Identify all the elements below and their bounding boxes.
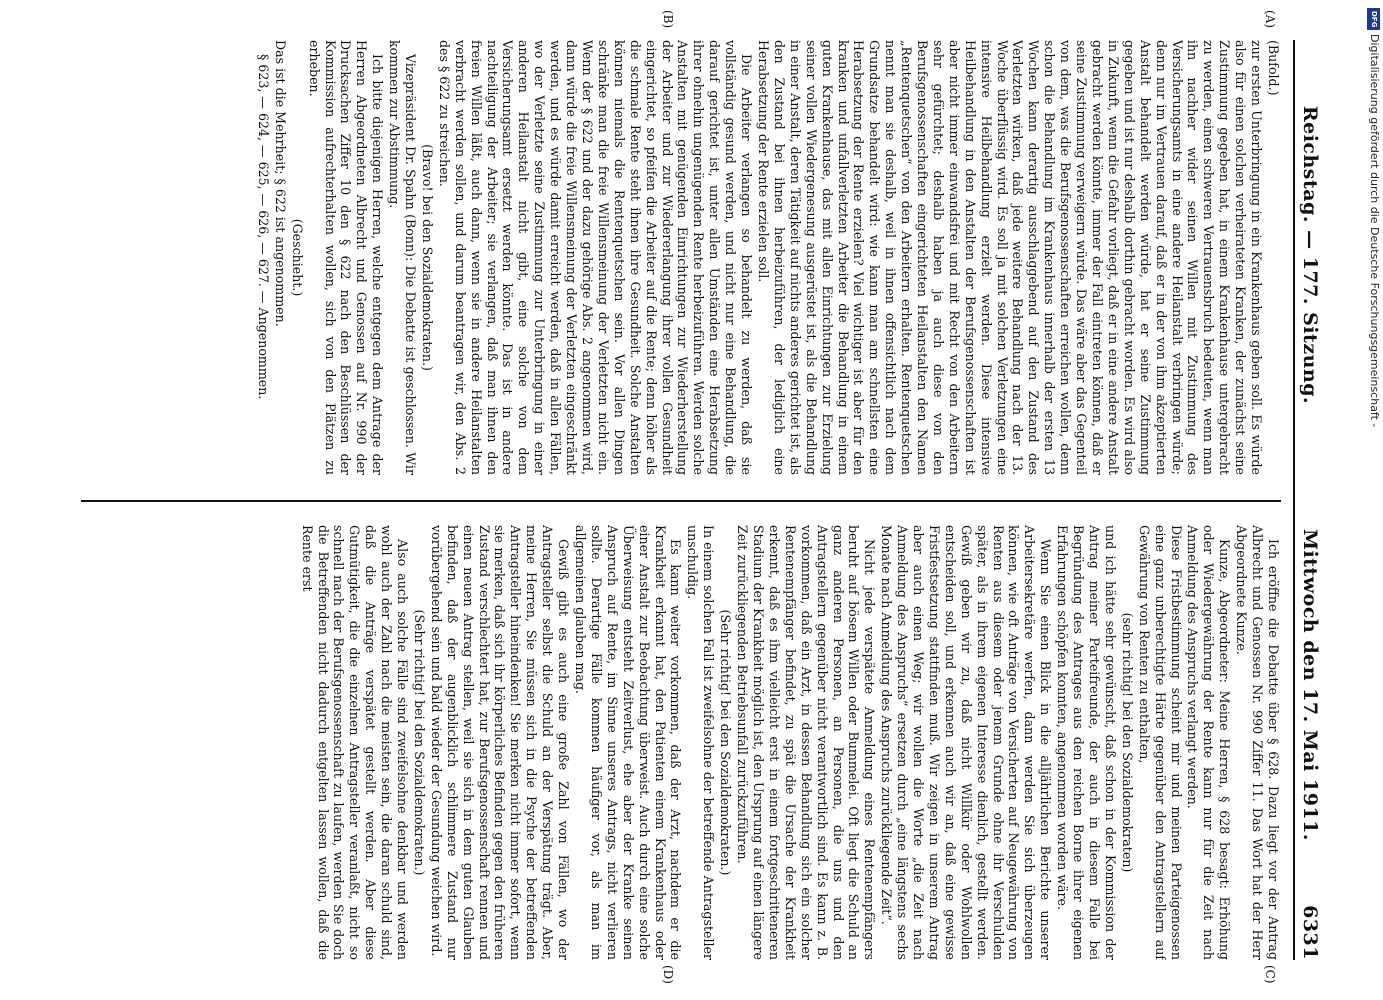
page-number: 6331 <box>1299 905 1321 960</box>
right-column <box>81 525 1281 960</box>
right-p4: (sehr richtig! bei den Sozialdemokraten) <box>1119 612 1135 873</box>
margin-mark-b: (B) <box>661 10 675 29</box>
left-p1: zur ersten Unterbringung in ein Krankenhaus geben soll. Es würde also für einen solchen verheirateten Kranken, der zunächst seine Zustimmung gegeben hat, in einem Krankenhause untergebracht zu werden, einen schweren Vertrauensbruch bedeuten, wenn man ihn nachher wider seinen Willen mit Zustimmung des Versicherungsamts in eine andere Heilanstalt verbringen würde; denn nur im Vertrauen darauf, daß er in der von ihm akzeptierten Anstalt behandelt werden würde, hat er seine Zustimmung gegeben und ist nur deshalb dorthin gebracht worden. Es wird also in Zukunft, wenn die Gefahr vorliegt, daß er in eine andere Anstalt gebracht werden könnte, immer der Fall eintreten können, daß er seine Zustimmung verweigern würde. Das wäre aber das Gegenteil von dem, was die Berufsgenossenschaften erreichen wollen, denn schon die Behandlung im Krankenhaus innerhalb der ersten 13 Wochen kann derartig ausschlaggebend auf den Zustand des Verletzten wirken, daß jede weitere Behandlung nach der 13. Woche überflüssig wird. Es soll ja mit solchen Verletzungen eine intensive Heilbehandlung erzielt werden. Diese intensive Heilbehandlung in den Anstalten der Berufsgenossenschaften ist aber nicht immer einwandsfrei und mit Recht von den Arbeitern sehr gefürchtet; deshalb haben ja auch diese von den Berufsgenossenschaften eingerichteten Heilanstalten den Namen „Rentenquetschen“ von den Arbeitern erhalten. Rentenquetschen nennt man sie deshalb, weil in ihnen offensichtlich nach dem Grundsatze behandelt wird: wie kann man am schnellsten eine Herabsetzung der Rente erzielen? Viel wichtiger ist aber für den kranken und unfallverletzten Arbeiter die Behandlung in einem guten Krankenhause, das mit allen Einrichtungen zur Erzielung seiner vollen Wiedergenesung ausgerüstet ist, als die Behandlung in einer Anstalt, deren Tätigkeit auf nichts anderes gerichtet ist, als den Zustand bei ihnen herbeizuführen, der lediglich eine Herabsetzung der Rente erzielen soll. <box>756 40 1265 475</box>
right-p7: Nicht jede verspätete Anmeldung eines Rentenempfängers beruht auf bösem Willen oder Bummelei. Oft liegt die Schuld an ganz anderen Personen, an Personen, die uns und den Antragstellern gegenüber nicht verantwortlich sind. Es kann z. B. vorkommen, daß ein Arzt, in dessen Behandlung sich ein solcher Rentenempfänger befindet, zu spät die Ursache der Krankheit erkennt, daß es ihm vielleicht erst in einem fortgeschritteneren Stadium der Krankheit möglich ist, den Ursprung auf einen längere Zeit zurückliegenden Betriebsunfall zurückzuführen. <box>735 525 878 960</box>
right-p3: Diese Fristbestimmung scheint mir und meinen Parteigenossen eine ganz unberechtigte Härte gegenüber den Antragstellern auf Gewährung von Renten zu enthalten, <box>1136 525 1184 960</box>
left-p6: (Geschieht.) <box>289 218 305 297</box>
right-p10: Es kann weiter vorkommen, daß der Arzt, nachdem er die Krankheit erkannt hat, den Patienten einem Krankenhaus oder einer Anstalt zur Beobachtung überweist. Auch durch eine solche Überweisung entsteht Zeitverlust, ehe aber der Kranke seinen Anspruch auf Rente, im Sinne unseres Antrags, nicht verlieren sollte. Derartige Fälle kommen häufiger vor, als man im allgemeinen glauben mag. <box>573 525 684 960</box>
right-p11: Gewiß gibt es auch eine große Zahl von Fällen, wo der Antragsteller selbst die Schuld an der Verspätung trägt. Aber, meine Herren, Sie müssen sich in die Psyche der betreffenden Antragsteller hineindenken! Sie merken nicht immer sofort, wenn sie merken, daß sich ihr körperliches Befinden gegen den früheren Zustand verschlechtert hat, zur Berufsgenossenschaft rennen und einen neuen Antrag stellen, weil sie sich in dem guten Glauben befinden, daß der augenblicklich schlimmere Zustand nur vorübergehend sein und bald wieder der Gesundung weichen wird. <box>428 525 572 960</box>
left-p3: (Bravo! bei den Sozialdemokraten.) <box>419 144 435 371</box>
left-p2: Die Arbeiter verlangen so behandelt zu werden, daß sie vollständig gesund werden, und nicht nur eine Behandlung, die darauf gerichtet ist, unter allen Umständen eine Herabsetzung ihrer ohnehin ungenügenden Rente herbeizuführen. Werden solche Anstalten mit genügenden Einrichtungen zur Wiederherstellung der Arbeiter und zur Wiedererlangung ihrer vollen Gesundheit eingerichtet, so pfeifen die Arbeiter auf die Rente; denn höher als die schmale Rente steht ihnen ihre Gesundheit. Solche Anstalten können niemals die Rentenquetschen sein. Vor allen Dingen schränke man die freie Willensmeinung der Verletzten nicht ein. Wenn der § 622 und der dazu gehörige Abs. 2 angenommen wird, dann würde die freie Willensmeinung der Verletzten eingeschränkt werden, und es würde damit erreicht werden, daß in allen Fällen, wo der Verletzte seine Zustimmung zur Unterbringung in einer anderen Heilanstalt nicht gibt, eine solche von dem Versicherungsamt ersetzt werden könnte. Das ist in andere nachteiligung der Arbeiter; sie verlangen, daß man ihnen den freien Willen läßt, auch dann, wenn sie in andere Heilanstalten verbracht werden sollen, und darum beantragen wir, den Abs. 2 des § 622 zu streichen. <box>436 40 755 475</box>
left-p0: (Bufold.) <box>1266 40 1281 96</box>
margin-mark-d: (D) <box>661 965 675 984</box>
right-p8: (Sehr richtig! bei den Sozialdemokraten.) <box>718 609 734 876</box>
running-head <box>1293 40 1325 960</box>
right-p9: In einem solchen Fall ist zweifelsohne der betreffende Antragsteller unschuldig. <box>685 525 717 960</box>
running-head-left: Reichstag. — 177. Sitzung. <box>1299 105 1321 405</box>
margin-mark-c: (C) <box>1263 965 1277 984</box>
left-p5: Ich bitte diejenigen Herren, welche entgegen dem Antrage der Herren Abgeordneten Albrecht und Genossen auf Nr. 990 der Drucksachen Ziffer 10 den § 622 nach den Beschlüssen der Kommission aufrechterhalten wollen, sich von den Plätzen zu erheben. <box>306 40 386 475</box>
right-p13: Also auch solche Fälle sind zweifelsohne denkbar und werden wohl auch der Zahl nach die meisten sein, die daran schuld sind, daß die Anträge verspätet gestellt werden. Aber diese Gutmütigkeit, die die einzelnen Antragsteller veranlaßt, nicht so schnell nach der Berufsgenossenschaft zu laufen, werden Sie doch die Betreffenden nicht dadurch entgelten lassen wollen, daß die Rente erst <box>299 525 411 960</box>
right-p6: Wenn Sie einen Blick in die alljährlichen Berichte unserer Arbeitersekretäre werfen, dann werden Sie sich überzeugen können, wie oft Anträge von Versicherten auf Neugewährung von Renten aus diesem oder jenem Grunde ohne ihr Verschulden später, als in ihrem eigenen Interesse dienlich, gestellt werden. Gewiß geben wir zu, daß nicht Willkür oder Wohlwollen entscheiden soll, und erkennen auch wir an, daß eine gewisse Fristfestsetzung stattfinden muß. Wir zeigen in unserem Antrag aber auch einen Weg; wir wollen die Worte „die Zeit nach Anmeldung des Anspruchs“ ersetzen durch „eine längstens sechs Monate nach Anmeldung des Anspruchs zurückliegende Zeit“. <box>879 525 1054 960</box>
right-p2: Kunze, Abgeordneter: Meine Herren, § 628 besagt: Erhöhung oder Wiedergewährung der Rente kann nur für die Zeit nach Anmeldung des Anspruchs verlangt werden. <box>1185 525 1233 960</box>
left-column <box>81 40 1281 475</box>
page-inner <box>75 10 1325 984</box>
column-divider <box>81 500 1281 502</box>
right-p1: Ich eröffne die Debatte über § 628. Dazu liegt vor der Antrag Albrecht und Genossen Nr. 990 Ziffer 11. Das Wort hat der Herr Abgeordnete Kunze. <box>1234 525 1281 960</box>
dfg-logo: DFG <box>1367 8 1380 30</box>
running-head-right: Mittwoch den 17. Mai 1911. <box>1299 529 1321 841</box>
right-p12: (Sehr richtig! bei den Sozialdemokraten.) <box>411 609 427 876</box>
right-p5: und ich hätte sehr gewünscht, daß schon in der Kommission der Antrag meiner Parteifreunde, der auch in diesem Falle bei Begründung des Antrages aus den reichen Borne ihrer eigenen Erfahrungen schöpfen konnten, angenommen worden wäre. <box>1055 525 1118 960</box>
margin-mark-a: (A) <box>1263 10 1277 29</box>
left-p7: Das ist die Mehrheit; § 622 ist angenommen. <box>272 40 288 327</box>
digitization-credit: Digitalisierung gefördert durch die Deutsche Forschungsgemeinschaft - <box>1368 34 1381 428</box>
left-p8: § 623, — 624, — 625, — 626, — 627. — Angenommen. <box>255 54 271 400</box>
rotated-newspaper-page <box>75 10 1325 984</box>
left-p4: Vizepräsident Dr. Spahn (Bonn): Die Debatte ist geschlossen. Wir kommen zur Abstimmung. <box>387 40 419 475</box>
